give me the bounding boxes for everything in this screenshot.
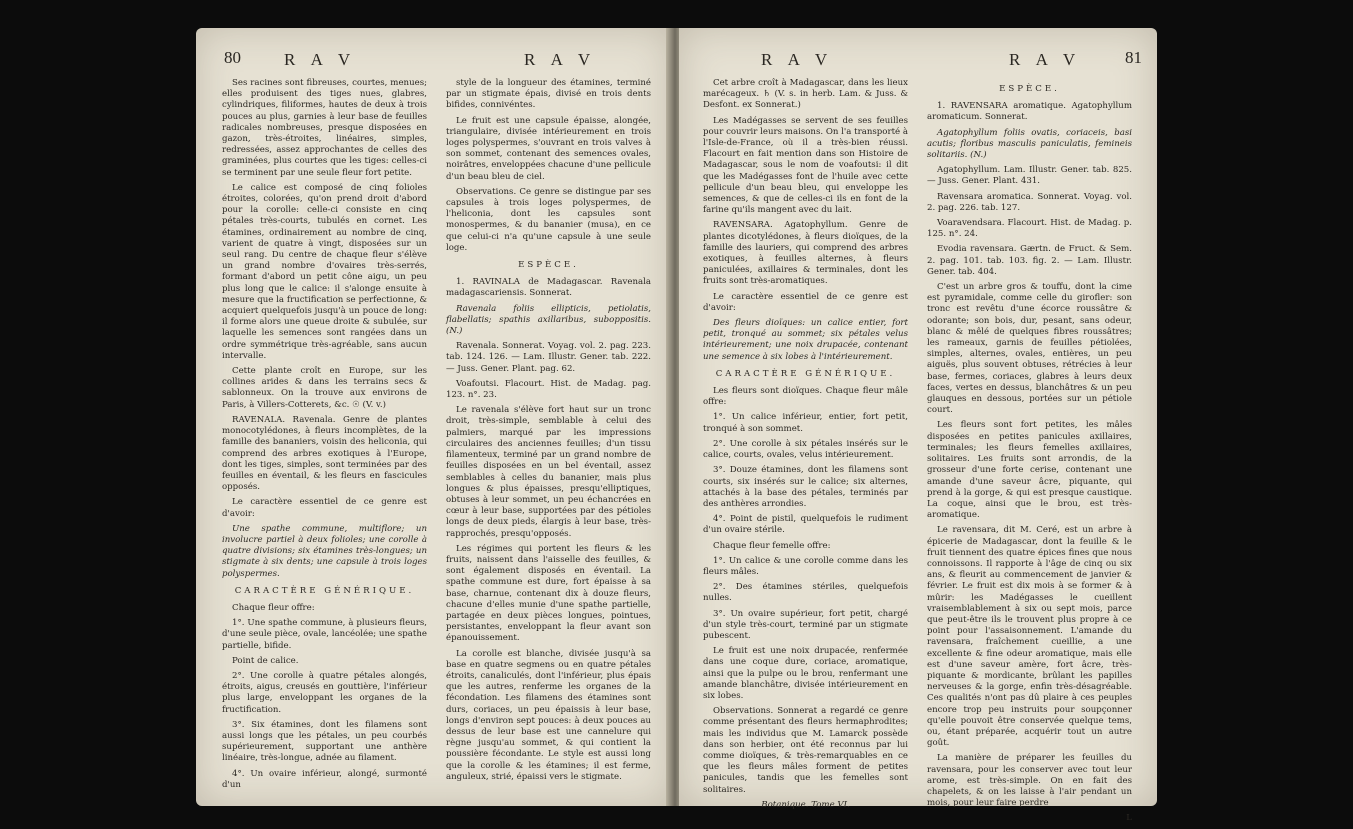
- right-page: [679, 28, 1157, 824]
- paragraph: Le ravensara, dit M. Ceré, est un arbre à épicerie de Madagascar, dont la feuille & le fruit tiennent des quatre épices fines que nous connoissons. Il rapporte à l'âge de cinq ou six ans, & fleurit au commencement de janvier & février. Le fruit est dix mois à se former & à mûrir: les Madégasses le cueillent vraisemblablement à six ou sept mois, parce que peut-être ils le trouvent plus propre à ce point pour l'assaisonnement. L'amande du ravensara, fraîchement cueillie, a une excellente & fine odeur aromatique, mais elle est d'une saveur amère, fort âcre, très-piquante & mordicante, brûlant les papilles nerveuses & la gorge, enfin très-désagréable. Ces qualités n'ont pas dû plaire à ces peuples encore trop peu instruits pour soupçonner qu'elle pouvoit être conservée quelque tems, ou, étant préparée, acquérir tout un autre goût.: [927, 525, 1132, 749]
- paragraph: Les fleurs sont fort petites, les mâles disposées en petites panicules axillaires, terminales; les fleurs femelles axillaires, solitaires. Les fruits sont arrondis, de la grosseur d'une forte cerise, contenant une amande d'une saveur âcre, piquante, qui prend à la gorge, & qui est presque caustique. La coque, ainsi que le brou, est très-aromatique.: [927, 420, 1132, 521]
- paragraph: style de la longueur des étamines, terminé par un stigmate épais, divisé en trois dents bifides, connivéntes.: [446, 78, 651, 111]
- paragraph: Le caractère essentiel de ce genre est d'avoir:: [222, 497, 427, 519]
- section-heading: CARACTÈRE GÉNÉRIQUE.: [234, 585, 415, 596]
- paragraph: 1. RAVINALA de Madagascar. Ravenala madagascariensis. Sonnerat.: [446, 277, 651, 299]
- paragraph: Evodia ravensara. Gærtn. de Fruct. & Sem. 2. pag. 101. tab. 103. fig. 2. — Lam. Illustr. Gener. tab. 404.: [927, 244, 1132, 277]
- paragraph: RAVENSARA. Agatophyllum. Genre de plantes dicotylédones, à fleurs dioïques, de la famille des lauriers, qui comprend des arbres exotiques, à feuilles alternes, à fleurs paniculées, axillaires & terminales, dont les fruits sont très-aromatiques.: [703, 220, 908, 287]
- paragraph: Cet arbre croît à Madagascar, dans les lieux marécageux. ♄ (V. s. in herb. Lam. & Juss. & Desfont. ex Sonnerat.): [703, 78, 908, 111]
- paragraph: Voafoutsi. Flacourt. Hist. de Madag. pag. 123. n°. 23.: [446, 378, 651, 401]
- paragraph: Chaque fleur femelle offre:: [713, 540, 831, 551]
- paragraph: Le fruit est une capsule épaisse, alongée, triangulaire, divisée intérieurement en trois loges polyspermes, s'ouvrant en trois valves à son sommet, contenant des semences ovales, noirâtres, enveloppées chacune d'une pellicule d'un beau bleu de ciel.: [446, 115, 651, 182]
- paragraph: Agatophyllum. Lam. Illustr. Gener. tab. 825. — Juss. Gener. Plant. 431.: [927, 165, 1132, 187]
- left-header-right: R A V: [524, 50, 597, 69]
- paragraph: Les Madégasses se servent de ses feuilles pour couvrir leurs maisons. On l'a transporté à l'Isle-de-France, où il a très-bien réussi. Flacourt en fait mention dans son Histoire de Madagascar, sous le nom de voafoutsi: il dit que les Madégasses font de l'huile avec cette pellicule d'un beau bleu, qui enveloppe les semences, & que de celles-ci ils en font de la farine qu'ils mangent avec du lait.: [703, 115, 908, 216]
- paragraph: La corolle est blanche, divisée jusqu'à sa base en quatre segmens ou en quatre pétales étroits, canaliculés, dont l'inférieur, plus épais que les autres, renferme les organes de la fécondation. Les filamens des étamines sont durs, coriaces, un peu épaissis à leur base, longs d'environ sept pouces: à deux pouces au dessus de leur base est une cannelure qui règne jusqu'au sommet, & qui contient la poussière fécondante. Le style est aussi long que la corolle & les étamines; il est ferme, anguleux, strié, épaissi vers le stigmate.: [446, 648, 651, 782]
- paragraph: 4°. Point de pistil, quelquefois le rudiment d'un ovaire stérile.: [703, 514, 908, 536]
- paragraph: Ses racines sont fibreuses, courtes, menues; elles produisent des tiges nues, glabres, cylindriques, filiformes, hautes de deux à trois pouces au plus, garnies à leur base de feuilles radicales nombreuses, presque disposées en gazon, très-étroites, linéaires, simples, redressées, assez approchantes de celles des graminées, plus courtes que les tiges: celles-ci se terminent par une seule fleur fort petite.: [222, 78, 427, 178]
- left-header-left: R A V: [284, 50, 357, 69]
- left-page: [196, 28, 671, 806]
- section-heading: CARACTÈRE GÉNÉRIQUE.: [715, 368, 896, 379]
- paragraph: Ravensara aromatica. Sonnerat. Voyag. vol. 2. pag. 226. tab. 127.: [927, 191, 1132, 213]
- paragraph: Les fleurs sont dioïques. Chaque fleur mâle offre:: [703, 386, 908, 408]
- paragraph: La manière de préparer les feuilles du ravensara, pour les conserver avec tout leur arome, est très-simple. On en fait des chapelets, & on les laisse à l'air pendant un mois, pour leur faire perdre: [927, 753, 1132, 809]
- paragraph: 2°. Une corolle à quatre pétales alongés, étroits, aigus, creusés en gouttière, l'inférieur plus large, enveloppant les organes de la fructification.: [222, 670, 427, 715]
- paragraph: Agatophyllum foliis ovatis, coriaceis, basi acutis; floribus masculis paniculatis, femineis solitariis. (N.): [927, 127, 1132, 161]
- paragraph: 1°. Un calice inférieur, entier, fort petit, tronqué à son sommet.: [703, 412, 908, 434]
- paragraph: 3°. Six étamines, dont les filamens sont aussi longs que les pétales, un peu courbés supérieurement, supportant une anthère linéaire, très-longue, adnée au filament.: [222, 719, 427, 764]
- volume-signature: Botanique. Tome VI.: [761, 799, 850, 810]
- paragraph: 2°. Une corolle à six pétales insérés sur le calice, courts, ovales, velus intérieurement.: [703, 438, 908, 461]
- paragraph: 3°. Un ovaire supérieur, fort petit, chargé d'un style très-court, terminé par un stigmate pubescent.: [703, 608, 908, 641]
- paragraph: Le caractère essentiel de ce genre est d'avoir:: [703, 291, 908, 313]
- paragraph: Le calice est composé de cinq folioles étroites, colorées, qu'on prend droit d'abord pour la corolle: celle-ci consiste en cinq pétales très-courts, tubulés en cornet. Les étamines, ordinairement au nombre de cinq, varient de quatre à vingt, disposées sur un seul rang. Du centre de chaque fleur s'élève un grand nombre d'ovaires très-serrés, formant d'abord un petit cône aigu, un peu plus long que le calice: il s'alonge ensuite à mesure que la fructification se perfectionne, & acquiert quelquefois jusqu'à un pouce de long: il forme alors une queue droite & subulée, sur laquelle les semences sont rangées dans un ordre symmétrique très-agréable, sans aucun intervalle.: [222, 182, 427, 361]
- paragraph: 3°. Douze étamines, dont les filamens sont courts, six insérés sur le calice; six alternes, attachés à la base des pétales, terminés par des anthères arrondies.: [703, 465, 908, 509]
- paragraph: 1°. Une spathe commune, à plusieurs fleurs, d'une seule pièce, ovale, lancéolée; une spathe partielle, bifide.: [222, 618, 427, 651]
- right-header-right: R A V: [1009, 50, 1082, 69]
- right-column-1: [703, 78, 908, 815]
- section-heading: ESPÈCE.: [518, 260, 579, 271]
- paragraph: 1°. Un calice & une corolle comme dans les fleurs mâles.: [703, 555, 908, 577]
- left-page-number: 80: [224, 48, 241, 67]
- right-column-2: [927, 78, 1132, 829]
- paragraph: Ravenala foliis ellipticis, petiolatis, flabellatis; spathis axillaribus, suboppositis. (N.): [446, 303, 651, 337]
- section-heading: ESPÈCE.: [999, 84, 1060, 94]
- paragraph: Le ravenala s'élève fort haut sur un tronc droit, très-simple, semblable à celui des palmiers, marqué par les impressions circulaires des anciennes feuilles; d'un tissu filamenteux, terminé par un grand nombre de feuilles disposées en un bel éventail, assez semblables à celles du bananier, mais plus longues & plus épaisses, presqu'elliptiques, obtuses à leur sommet, un peu échancrées en cœur à leur base, supportées par des pétioles longs de deux pieds, élargis à leur base, très-rapprochés, presqu'opposés.: [446, 405, 651, 539]
- paragraph: RAVENALA. Ravenala. Genre de plantes monocotylédones, à fleurs incomplètes, de la famille des bananiers, voisin des heliconia, qui comprend des arbres exotiques à l'Europe, dont les tiges, simples, sont terminées par des feuilles en éventail, & les fleurs en fascicules opposés.: [222, 414, 427, 493]
- paragraph: Le fruit est une noix drupacée, renfermée dans une coque dure, coriace, aromatique, ainsi que la pulpe ou le brou, renfermant une amande blanchâtre, divisée intérieurement en six lobes.: [703, 646, 908, 701]
- paragraph: Chaque fleur offre:: [232, 602, 315, 613]
- right-header-left: R A V: [761, 50, 834, 69]
- paragraph: 2°. Des étamines stériles, quelquefois nulles.: [703, 582, 908, 604]
- paragraph: 1. RAVENSARA aromatique. Agatophyllum aromaticum. Sonnerat.: [927, 101, 1132, 123]
- paragraph: 4°. Un ovaire inférieur, alongé, surmonté d'un: [222, 768, 427, 790]
- paragraph: Les régimes qui portent les fleurs & les fruits, naissent dans l'aisselle des feuilles, & sont également disposés en éventail. La spathe commune est dure, fort épaisse à sa base, charnue, contenant dix à douze fleurs, chacune d'elles munie d'une spathe partielle, partagée en deux pièces longues, pointues, persistantes, enveloppant la fleur avant son épanouissement.: [446, 543, 651, 644]
- paragraph: Ravenala. Sonnerat. Voyag. vol. 2. pag. 223. tab. 124. 126. — Lam. Illustr. Gener. tab. 222. — Juss. Gener. Plant. pag. 62.: [446, 341, 651, 374]
- paragraph: Voaravendsara. Flacourt. Hist. de Madag. p. 125. n°. 24.: [927, 218, 1132, 240]
- paragraph: Observations. Ce genre se distingue par ses capsules à trois loges polyspermes, de l'heliconia, dont les capsules sont monospermes, & du bananier (musa), en ce que celui-ci n'a qu'une capsule à une seule loge.: [446, 186, 651, 253]
- paragraph: Observations. Sonnerat a regardé ce genre comme présentant des fleurs hermaphrodites; mais les individus que M. Lamarck possède dans son herbier, ont été reconnus par lui comme dioïques, & très-remarquables en ce que les fleurs mâles forment de petites panicules, tandis que les femelles sont solitaires.: [703, 706, 908, 795]
- paragraph: Cette plante croît en Europe, sur les collines arides & dans les terrains secs & sablonneux. On la trouve aux environs de Paris, à Villers-Cotterets, &c. ☉ (V. v.): [222, 366, 427, 410]
- left-column-2: [446, 78, 651, 787]
- left-column-1: [222, 78, 427, 795]
- paragraph: C'est un arbre gros & touffu, dont la cime est pyramidale, comme celle du girofler: son tronc est revêtu d'une écorce roussâtre & odorante; son bois, dur, pesant, sans odeur, blanc & mêlé de quelques fibres roussâtres; les rameaux, garnis de feuilles pétiolées, simples, alternes, ovales, entières, un peu aiguës, plus souvent obtuses, rétrécies à leur base, fermes, coriaces, glabres à leurs deux faces, vertes en dessus, blanchâtres & un peu glauques en dessous, portées sur un pétiole court.: [927, 282, 1132, 416]
- paragraph: Point de calice.: [232, 655, 299, 666]
- paragraph: Des fleurs dioïques: un calice entier, fort petit, tronqué au sommet; six pétales velus intérieurement; une noix drupacée, contenant une semence à six lobes à l'intérieurement.: [703, 318, 908, 362]
- signature-mark: L: [1126, 813, 1132, 824]
- paragraph: Une spathe commune, multiflore; un involucre partiel à deux folioles; une corolle à quatre divisions; six étamines très-longues; un stigmate à six dents; une capsule à trois loges polyspermes.: [222, 523, 427, 579]
- right-page-number: 81: [1125, 48, 1142, 67]
